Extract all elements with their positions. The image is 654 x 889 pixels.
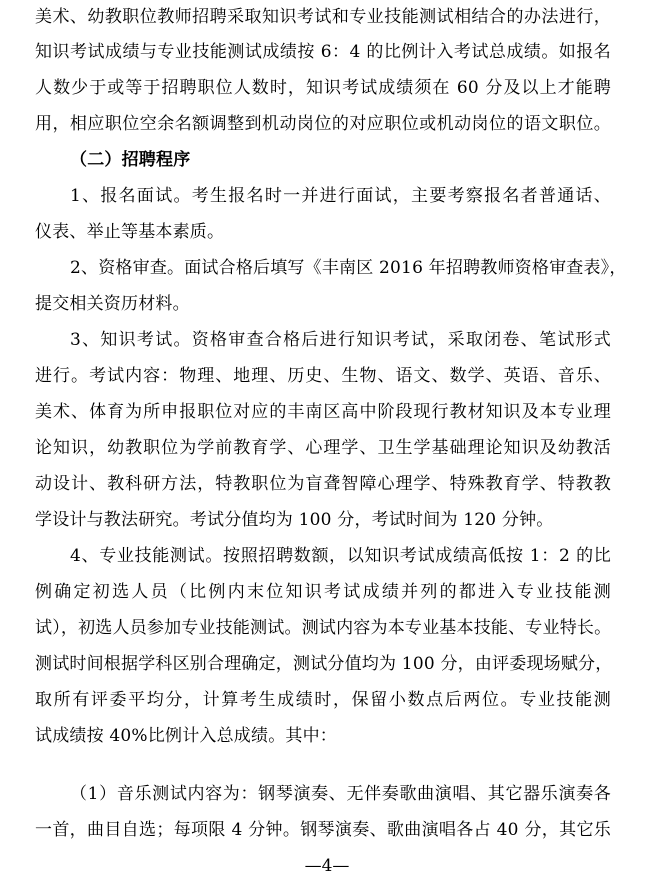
text-line: 美术、幼教职位教师招聘采取知识考试和专业技能测试相结合的办法进行， bbox=[35, 7, 611, 27]
text-line: 人数少于或等于招聘职位人数时，知识考试成绩须在 60 分及以上才能聘 bbox=[35, 78, 611, 98]
page-number: —4— bbox=[304, 856, 350, 876]
text-line: 学设计与教法研究。考试分值均为 100 分，考试时间为 120 分钟。 bbox=[35, 510, 554, 530]
text-line: 仪表、举止等基本素质。 bbox=[35, 222, 225, 242]
text-line: 美术、体育为所申报职位对应的丰南区高中阶段现行教材知识及本专业理 bbox=[35, 402, 611, 422]
section-heading: （二）招聘程序 bbox=[70, 150, 191, 170]
text-line: （1）音乐测试内容为：钢琴演奏、无伴奏歌曲演唱、其它器乐演奏各 bbox=[70, 784, 611, 804]
text-line: 进行。考试内容：物理、地理、历史、生物、语文、数学、英语、音乐、 bbox=[35, 366, 611, 386]
text-line: 用，相应职位空余名额调整到机动岗位的对应职位或机动岗位的语文职位。 bbox=[35, 114, 611, 134]
text-line: 例确定初选人员（比例内末位知识考试成绩并列的都进入专业技能测 bbox=[35, 582, 611, 602]
text-line: 论知识，幼教职位为学前教育学、心理学、卫生学基础理论知识及幼教活 bbox=[35, 438, 611, 458]
text-line: 试），初选人员参加专业技能测试。测试内容为本专业基本技能、专业特长。 bbox=[35, 618, 612, 638]
text-line: 知识考试成绩与专业技能测试成绩按 6：4 的比例计入考试总成绩。如报名 bbox=[35, 42, 611, 62]
text-line: 4、专业技能测试。按照招聘数额，以知识考试成绩高低按 1：2 的比 bbox=[70, 546, 611, 566]
text-line: 测试时间根据学科区别合理确定，测试分值均为 100 分，由评委现场赋分， bbox=[35, 654, 613, 674]
text-line: 提交相关资历材料。 bbox=[35, 294, 190, 314]
text-line: 2、资格审查。面试合格后填写《丰南区 2016 年招聘教师资格审查表》， bbox=[70, 258, 627, 278]
text-line: 一首，曲目自选；每项限 4 分钟。钢琴演奏、歌曲演唱各占 40 分，其它乐 bbox=[35, 820, 611, 840]
text-line: 取所有评委平均分，计算考生成绩时，保留小数点后两位。专业技能测 bbox=[35, 690, 611, 710]
text-line: 3、知识考试。资格审查合格后进行知识考试，采取闭卷、笔试形式 bbox=[70, 330, 611, 350]
text-line: 1、报名面试。考生报名时一并进行面试，主要考察报名者普通话、 bbox=[70, 186, 611, 206]
text-line: 试成绩按 40%比例计入总成绩。其中： bbox=[35, 726, 337, 746]
text-line: 动设计、教科研方法，特教职位为盲聋智障心理学、特殊教育学、特教教 bbox=[35, 474, 611, 494]
